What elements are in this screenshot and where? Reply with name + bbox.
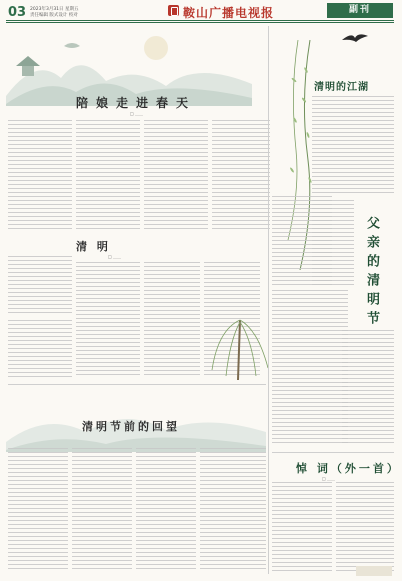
editor-line: 责任编辑 版式设计 校对 [30, 13, 78, 18]
date-line: 2023年3月31日 星期五 [30, 7, 79, 12]
qingming-body-col-1 [8, 256, 72, 316]
article-title-jianghu: 清明的江湖 [314, 82, 369, 93]
header-rule-thin [6, 22, 394, 23]
article-title-main: 陪娘走进春天 [76, 96, 197, 110]
memory-body-col-3 [136, 448, 196, 572]
article-title-qingming: 清 明 [76, 240, 111, 253]
father-body-col-top [312, 200, 354, 288]
page-number: 03 [8, 5, 27, 20]
article-body-col-2 [76, 120, 140, 232]
article-byline-qingming: □ ＿＿ [108, 254, 122, 259]
swallow-icon [340, 30, 370, 46]
memory-body-col-4 [200, 448, 266, 572]
jianghu-body [312, 96, 394, 196]
article-body-col-3 [144, 120, 208, 232]
qingming-body-col-1b [8, 320, 72, 378]
poem-byline: □ ＿＿ [322, 476, 336, 481]
memory-body-col-2 [72, 448, 132, 572]
article-body-col-4 [212, 120, 270, 232]
paper-logo: 鞍山广播电视报 [183, 6, 275, 20]
header-rule [6, 20, 394, 21]
footer-stamp [356, 566, 392, 576]
section-divider-right [272, 452, 394, 453]
paper-logo-seal-icon [168, 5, 179, 16]
article-title-father: 父亲的清明节 [364, 216, 379, 330]
article-title-memory: 清明节前的回望 [82, 420, 180, 433]
section-badge: 副刊 [327, 3, 393, 18]
willow-tree-illustration [208, 300, 276, 380]
memory-body-col-1 [8, 448, 68, 572]
qingming-body-col-2 [76, 262, 140, 378]
father-body-col-1 [272, 290, 348, 446]
article-body-col-1 [8, 120, 72, 232]
section-divider [8, 384, 266, 385]
father-body-col-2 [342, 330, 394, 446]
poem-body-col-2 [336, 482, 394, 572]
qingming-body-col-3 [144, 262, 200, 378]
poem-body-col-1 [272, 482, 332, 572]
column-divider [268, 26, 269, 574]
article-byline-main: □ ＿＿ [130, 111, 144, 116]
article-title-poem: 悼 词（外一首） [296, 462, 401, 475]
